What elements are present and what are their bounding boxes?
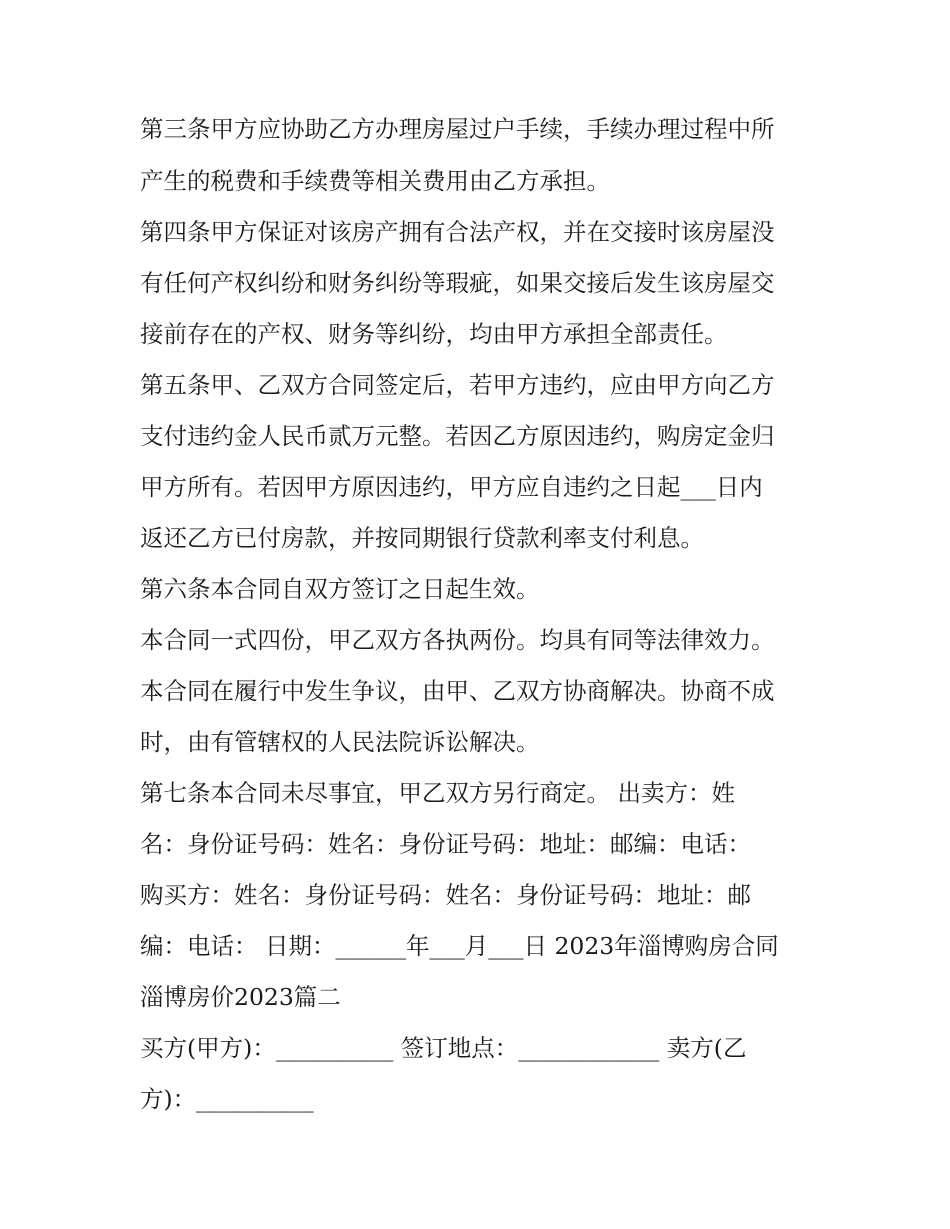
article-3-line-1: 第三条甲方应协助乙方办理房屋过户手续，手续办理过程中所 [140, 115, 775, 143]
section-two-title: 淄博房价2023篇二 [140, 983, 341, 1011]
parties-line-1: 买方(甲方)：__________ 签订地点：____________ 卖方(乙 [140, 1034, 747, 1062]
article-7-line-1: 第七条本合同未尽事宜，甲乙双方另行商定。 出卖方：姓 [140, 779, 735, 807]
article-6-line: 第六条本合同自双方签订之日起生效。 [140, 575, 540, 603]
article-4-line-1: 第四条甲方保证对该房产拥有合法产权，并在交接时该房屋没 [140, 218, 775, 246]
article-4-line-2: 有任何产权纠纷和财务纠纷等瑕疵，如果交接后发生该房屋交 [140, 269, 775, 297]
article-5-line-1: 第五条甲、乙双方合同签定后，若甲方违约，应由甲方向乙方 [140, 371, 775, 399]
article-4-line-3: 接前存在的产权、财务等纠纷，均由甲方承担全部责任。 [140, 320, 728, 348]
article-3-line-2: 产生的税费和手续费等相关费用由乙方承担。 [140, 167, 610, 195]
article-5-line-2: 支付违约金人民币贰万元整。若因乙方原因违约，购房定金归 [140, 422, 775, 450]
article-5-line-3: 甲方所有。若因甲方原因违约，甲方应自违约之日起___日内 [140, 473, 763, 501]
article-5-line-4: 返还乙方已付房款，并按同期银行贷款利率支付利息。 [140, 524, 704, 552]
buyer-info-line: 购买方：姓名：身份证号码：姓名：身份证号码：地址：邮 [140, 881, 751, 909]
dispute-clause-line-1: 本合同在履行中发生争议，由甲、乙双方协商解决。协商不成 [140, 677, 775, 705]
date-line: 编：电话： 日期：______年___月___日 2023年淄博购房合同 [140, 932, 779, 960]
copies-clause-line: 本合同一式四份，甲乙双方各执两份。均具有同等法律效力。 [140, 626, 775, 654]
seller-info-line: 名：身份证号码：姓名：身份证号码：地址：邮编：电话： [140, 830, 751, 858]
dispute-clause-line-2: 时，由有管辖权的人民法院诉讼解决。 [140, 728, 540, 756]
parties-line-2: 方)：__________ [140, 1085, 314, 1113]
